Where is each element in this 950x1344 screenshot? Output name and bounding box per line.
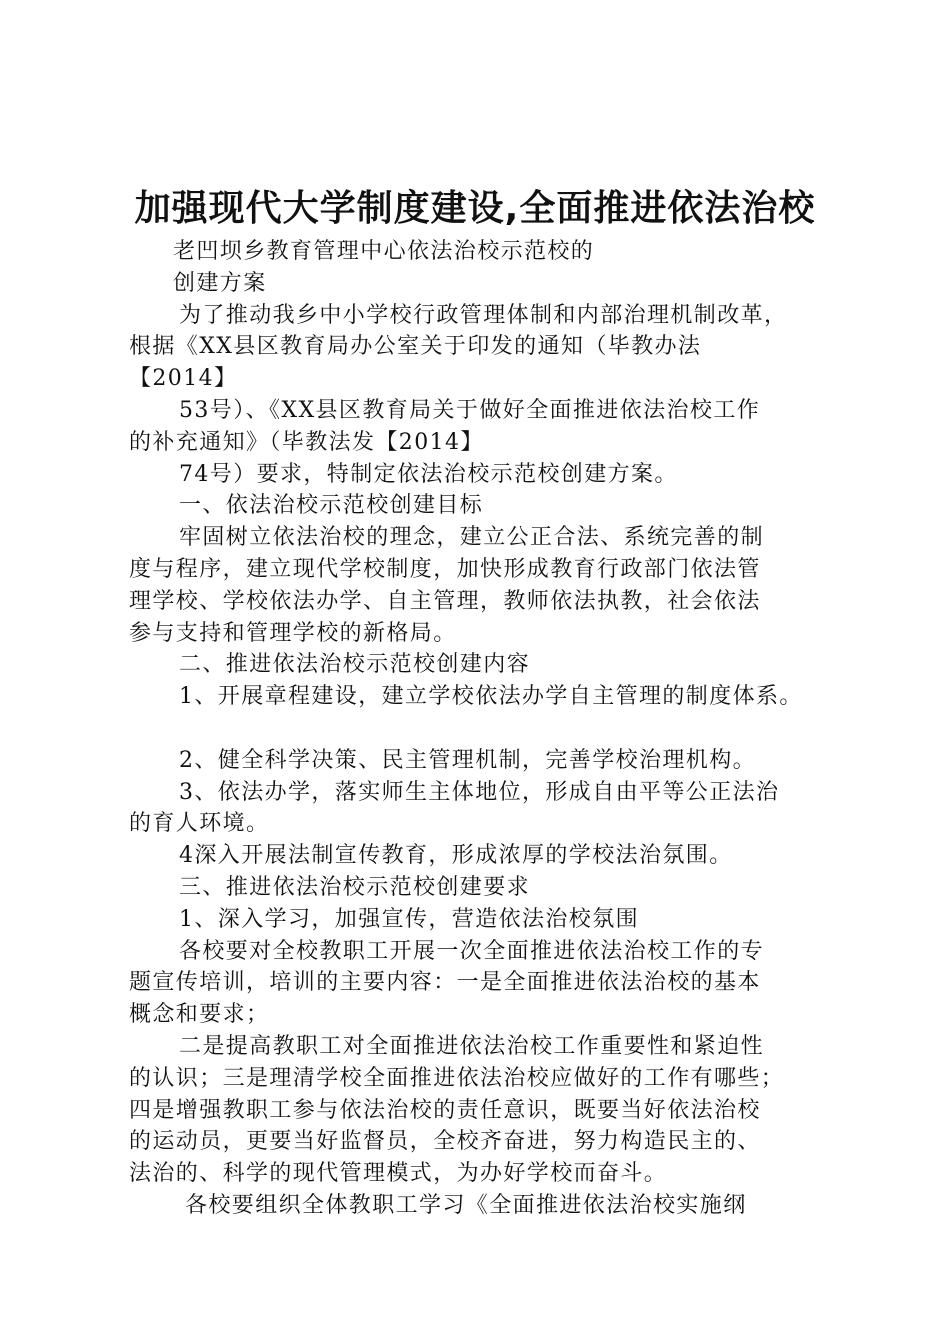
subtitle-line: 创建方案 [173, 270, 267, 296]
paragraph-line: 【2014】 [129, 366, 238, 392]
section-heading: 二、推进依法治校示范校创建内容 [179, 652, 531, 678]
paragraph-line: 理学校、学校依法办学、自主管理，教师依法执教，社会依法 [129, 588, 761, 614]
paragraph-line: 各校要组织全体教职工学习《全面推进依法治校实施纲 [185, 1192, 747, 1218]
document-title: 加强现代大学制度建设,全面推进依法治校 [134, 188, 816, 229]
paragraph-line: 二是提高教职工对全面推进依法治校工作重要性和紧迫性 [179, 1033, 765, 1059]
paragraph-line: 参与支持和管理学校的新格局。 [129, 620, 457, 646]
list-item: 2、健全科学决策、民主管理机制，完善学校治理机构。 [179, 747, 756, 773]
paragraph-line: 各校要对全校教职工开展一次全面推进依法治校工作的专 [179, 938, 765, 964]
document-body [129, 236, 841, 1222]
paragraph-line: 概念和要求； [129, 1002, 270, 1028]
section-heading: 三、推进依法治校示范校创建要求 [179, 874, 531, 900]
paragraph-line: 的认识；三是理清学校全面推进依法治校应做好的工作有哪些； [129, 1065, 785, 1091]
paragraph-line: 的运动员，更要当好监督员，全校齐奋进，努力构造民主的、 [129, 1129, 761, 1155]
paragraph-line: 法治的、科学的现代管理模式，为办好学校而奋斗。 [129, 1161, 668, 1187]
list-item: 1、开展章程建设，建立学校依法办学自主管理的制度体系。 [179, 684, 803, 710]
section-heading: 一、依法治校示范校创建目标 [179, 493, 484, 519]
list-item: 1、深入学习，加强宣传，营造依法治校氛围 [179, 906, 639, 932]
paragraph-line: 的育人环境。 [129, 811, 270, 837]
paragraph-line: 牢固树立依法治校的理念，建立公正合法、系统完善的制 [179, 525, 765, 551]
blank-line [129, 713, 841, 745]
paragraph-line: 根据《XX县区教育局办公室关于印发的通知（毕教办法 [129, 334, 702, 360]
paragraph-line: 为了推动我乡中小学校行政管理体制和内部治理机制改革， [179, 302, 788, 328]
paragraph-line: 度与程序，建立现代学校制度，加快形成教育行政部门依法管 [129, 556, 761, 582]
subtitle-line: 老凹坝乡教育管理中心依法治校示范校的 [173, 239, 595, 264]
paragraph-line: 四是增强教职工参与依法治校的责任意识，既要当好依法治校 [129, 1097, 761, 1123]
paragraph-line: 题宣传培训，培训的主要内容：一是全面推进依法治校的基本 [129, 970, 761, 996]
paragraph-line: 53号）、《XX县区教育局关于做好全面推进依法治校工作 [179, 397, 761, 423]
paragraph-line: 74号）要求，特制定依法治校示范校创建方案。 [179, 461, 678, 487]
list-item: 3、依法办学，落实师生主体地位，形成自由平等公正法治 [179, 779, 780, 805]
list-item: 4深入开展法制宣传教育，形成浓厚的学校法治氛围。 [179, 843, 733, 869]
paragraph-line: 的补充通知》（毕教法发【2014】 [129, 429, 484, 455]
